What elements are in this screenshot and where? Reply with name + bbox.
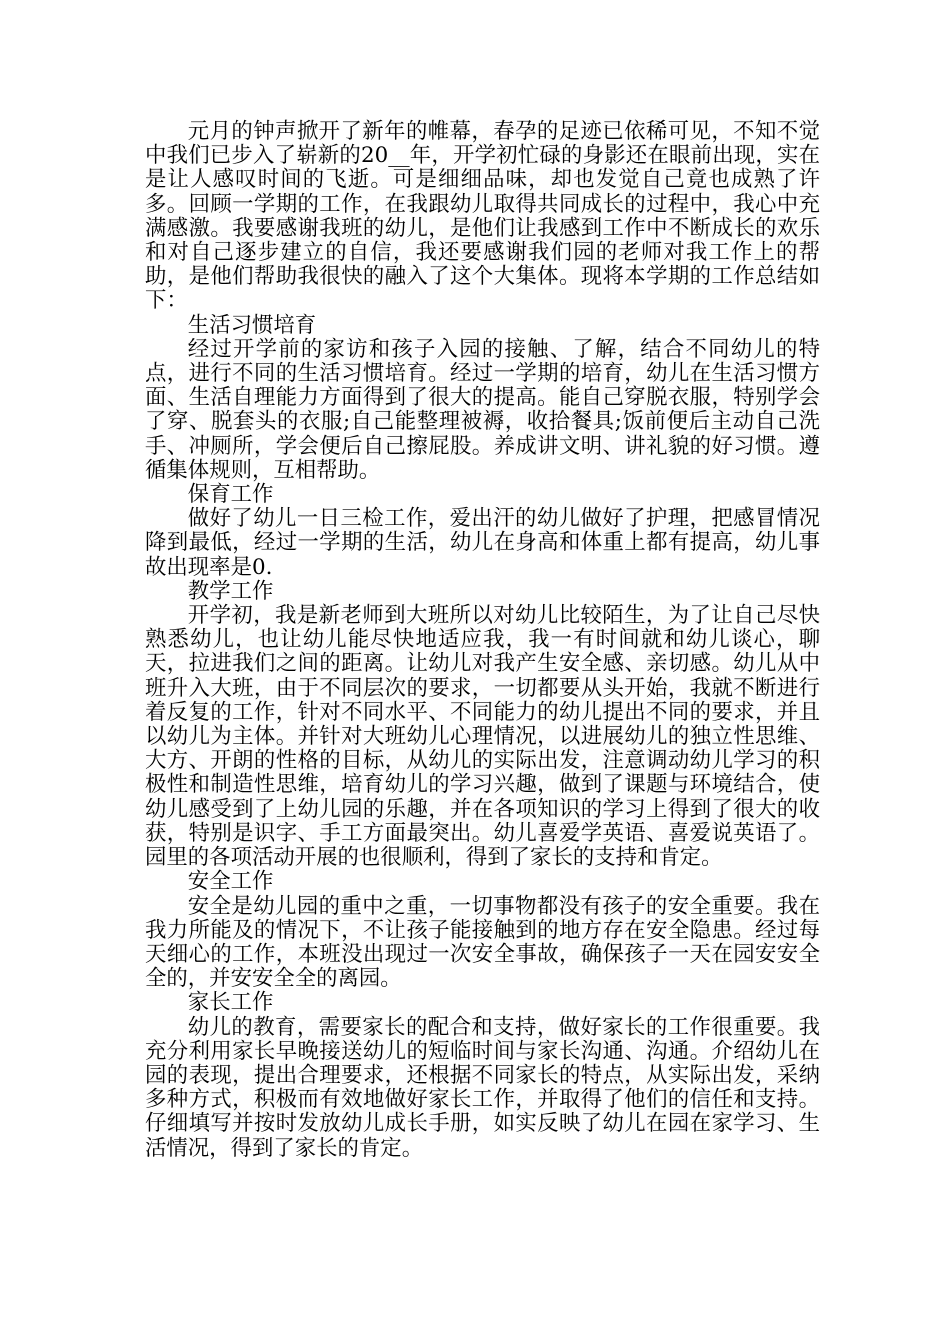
section-heading-teaching: 教学工作 [187, 578, 274, 604]
section-body-habits: 经过开学前的家访和孩子入园的接触、了解，结合不同幼儿的特点，进行不同的生活习惯培育。经过一学期的培育，幼儿在生活习惯方面、生活自理能力方面得到了很大的提高。能自己穿脱衣服，特别学会了穿、脱套头的衣服;自己能整理被褥，收拾餐具;饭前便后主动自己洗手、冲厕所，学会便后自己擦屁股。养成讲文明、讲礼貌的好习惯。遵循集体规则，互相帮助。 [145, 336, 820, 483]
section-heading-care: 保育工作 [187, 482, 274, 508]
section-body-teaching: 开学初，我是新老师到大班所以对幼儿比较陌生，为了让自己尽快熟悉幼儿，也让幼儿能尽快地适应我，我一有时间就和幼儿谈心，聊天，拉进我们之间的距离。让幼儿对我产生安全感、亲切感。幼儿从中班升入大班，由于不同层次的要求，一切都要从头开始，我就不断进行着反复的工作，针对不同水平、不同能力的幼儿提出不同的要求，并且以幼儿为主体。并针对大班幼儿心理情况，以进展幼儿的独立性思维、大方、开朗的性格的目标，从幼儿的实际出发，注意调动幼儿学习的积极性和制造性思维，培育幼儿的学习兴趣，做到了课题与环境结合，使幼儿感受到了上幼儿园的乐趣，并在各项知识的学习上得到了很大的收获，特别是识字、手工方面最突出。幼儿喜爱学英语、喜爱说英语了。园里的各项活动开展的也很顺利，得到了家长的支持和肯定。 [145, 603, 820, 871]
section-body-parents: 幼儿的教育，需要家长的配合和支持，做好家长的工作很重要。我充分利用家长早晚接送幼儿的短临时间与家长沟通、沟通。介绍幼儿在园的表现，提出合理要求，还根据不同家长的特点，从实际出发，采纳多种方式，积极而有效地做好家长工作，并取得了他们的信任和支持。仔细填写并按时发放幼儿成长手册，如实反映了幼儿在园在家学习、生活情况，得到了家长的肯定。 [145, 1014, 820, 1161]
section-heading-parents: 家长工作 [187, 990, 274, 1016]
section-body-care: 做好了幼儿一日三检工作，爱出汗的幼儿做好了护理，把感冒情况降到最低，经过一学期的生活，幼儿在身高和体重上都有提高，幼儿事故出现率是0. [145, 506, 820, 580]
section-body-safety: 安全是幼儿园的重中之重，一切事物都没有孩子的安全重要。我在我力所能及的情况下，不让孩子能接触到的地方存在安全隐患。经过每天细心的工作，本班没出现过一次安全事故，确保孩子一天在园安安全全的，并安安全全的离园。 [145, 893, 820, 992]
section-heading-habits: 生活习惯培育 [187, 312, 317, 338]
intro-paragraph: 元月的钟声掀开了新年的帷幕，春孕的足迹已依稀可见，不知不觉中我们已步入了崭新的20__年，开学初忙碌的身影还在眼前出现，实在是让人感叹时间的飞逝。可是细细品味，却也发觉自己竟也成熟了许多。回顾一学期的工作，在我跟幼儿取得共同成长的过程中，我心中充满感激。我要感谢我班的幼儿，是他们让我感到工作中不断成长的欢乐和对自己逐步建立的自信，我还要感谢我们园的老师对我工作上的帮助，是他们帮助我很快的融入了这个大集体。现将本学期的工作总结如下： [145, 119, 820, 314]
section-heading-safety: 安全工作 [187, 869, 274, 895]
document-page [145, 120, 820, 1161]
